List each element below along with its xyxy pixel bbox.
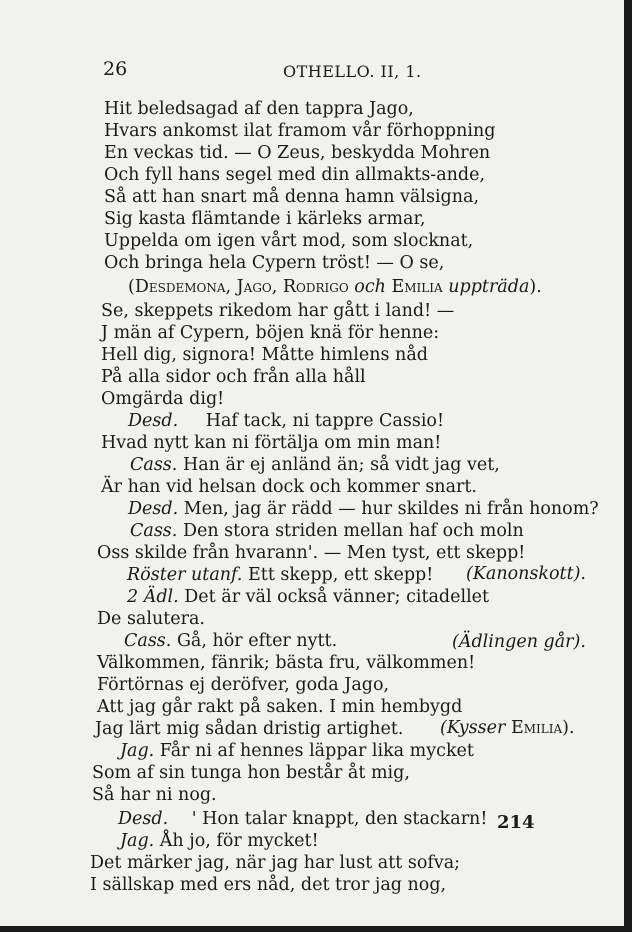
character-emilia: Emilia	[391, 277, 443, 297]
stage-verb: uppträda	[448, 277, 530, 297]
stage-verb: (Kysser	[440, 718, 506, 738]
speaker-name: Cass.	[130, 521, 178, 541]
character-emilia: Emilia	[510, 718, 563, 738]
verse-line: Sig kasta flämtande i kärleks armar,	[104, 209, 426, 229]
dialogue-line: De salutera.	[97, 609, 205, 629]
dialogue-line: Som af sin tunga hon består åt mig,	[92, 763, 410, 783]
dialogue-line: Oss skilde från hvarann'. — Men tyst, ett skepp!	[97, 543, 526, 563]
dialogue-line	[130, 454, 500, 476]
stage-note: (Ädlingen går).	[452, 632, 586, 652]
dialogue-line: Att jag går rakt på saken. I min hembygd	[97, 697, 463, 717]
dialogue-line	[124, 630, 337, 652]
dialogue-line: I sällskap med ers nåd, det tror jag nog,	[90, 875, 447, 895]
speech-text: Han är ej anländ än; så vidt jag vet,	[182, 455, 500, 475]
dialogue-line	[128, 410, 444, 432]
dialogue-line	[127, 586, 489, 608]
dialogue-line	[120, 740, 474, 762]
speaker-name: Jag.	[120, 831, 155, 851]
stage-note	[440, 718, 575, 738]
speaker-name: Desd.	[118, 809, 169, 829]
verse-line: Hvars ankomst ilat framom vår förhoppning	[104, 121, 496, 141]
speaker-name: Cass.	[124, 631, 172, 651]
speech-text: Ett skepp, ett skepp!	[248, 565, 434, 585]
speech-text: Det är väl också vänner; citadellet	[184, 587, 490, 607]
verse-line: Så att han snart må denna hamn välsigna,	[104, 187, 480, 207]
conjunction: och	[354, 277, 386, 297]
verse-line: Se, skeppets rikedom har gått i land! —	[101, 301, 455, 321]
speech-text: Åh jo, för mycket!	[159, 831, 319, 851]
speech-text: Men, jag är rädd — hur skildes ni från honom?	[183, 499, 599, 519]
running-title: OTHELLO. II, 1.	[283, 62, 422, 81]
verse-line: Hell dig, signora! Måtte himlens nåd	[101, 345, 428, 365]
dialogue-line: Är han vid helsan dock och kommer snart.	[101, 477, 477, 497]
dialogue-line	[130, 520, 524, 542]
dialogue-line	[127, 564, 433, 586]
verse-line: Omgärda dig!	[101, 389, 225, 409]
dialogue-line: Det märker jag, när jag har lust att sofva;	[90, 853, 461, 873]
dialogue-line: Hvad nytt kan ni förtälja om min man!	[101, 433, 442, 453]
dialogue-line	[118, 808, 487, 830]
page-edge-shadow	[624, 0, 632, 932]
speaker-name: Desd.	[128, 499, 179, 519]
verse-line: På alla sidor och från alla håll	[101, 367, 366, 387]
entering-characters: Desdemona, Jago, Rodrigo	[134, 277, 349, 297]
paren-open: (	[128, 277, 135, 297]
verse-line: Och fyll hans segel med din allmakts-ande,	[104, 165, 486, 185]
speaker-name: Desd.	[128, 411, 179, 431]
speech-text: Gå, hör efter nytt.	[176, 631, 338, 651]
speech-text: Haf tack, ni tappre Cassio!	[205, 411, 444, 431]
speaker-name: 2 Ädl.	[127, 587, 179, 607]
dialogue-line: Förtörnas ej deröfver, goda Jago,	[97, 675, 390, 695]
stage-direction	[128, 276, 542, 298]
verse-line: J män af Cypern, böjen knä för henne:	[101, 323, 440, 343]
speaker-name: Röster utanf.	[127, 565, 243, 585]
speaker-name: Jag.	[120, 741, 155, 761]
signature-mark: 214	[497, 812, 535, 833]
speech-text: ' Hon talar knappt, den stackarn!	[191, 809, 488, 829]
dialogue-line: Så har ni nog.	[92, 785, 217, 805]
stage-note: (Kanonskott).	[466, 564, 586, 584]
dialogue-line: Välkommen, fänrik; bästa fru, välkommen!	[97, 653, 476, 673]
page-number: 26	[103, 58, 128, 80]
verse-line: Och bringa hela Cypern tröst! — O se,	[104, 253, 445, 273]
dialogue-line	[128, 498, 599, 520]
speaker-name: Cass.	[130, 455, 178, 475]
speech-text: Den stora striden mellan haf och moln	[182, 521, 524, 541]
dialogue-line: Jag lärt mig sådan dristig artighet.	[95, 719, 404, 739]
dialogue-line	[120, 830, 319, 852]
paren-close: ).	[562, 718, 575, 738]
speech-text: Får ni af hennes läppar lika mycket	[159, 741, 474, 761]
paren-close: ).	[529, 277, 542, 297]
verse-line: Uppelda om igen vårt mod, som slocknat,	[104, 231, 474, 251]
page-edge-shadow	[0, 926, 632, 932]
verse-line: Hit beledsagad af den tappra Jago,	[104, 99, 414, 119]
verse-line: En veckas tid. — O Zeus, beskydda Mohren	[104, 143, 491, 163]
